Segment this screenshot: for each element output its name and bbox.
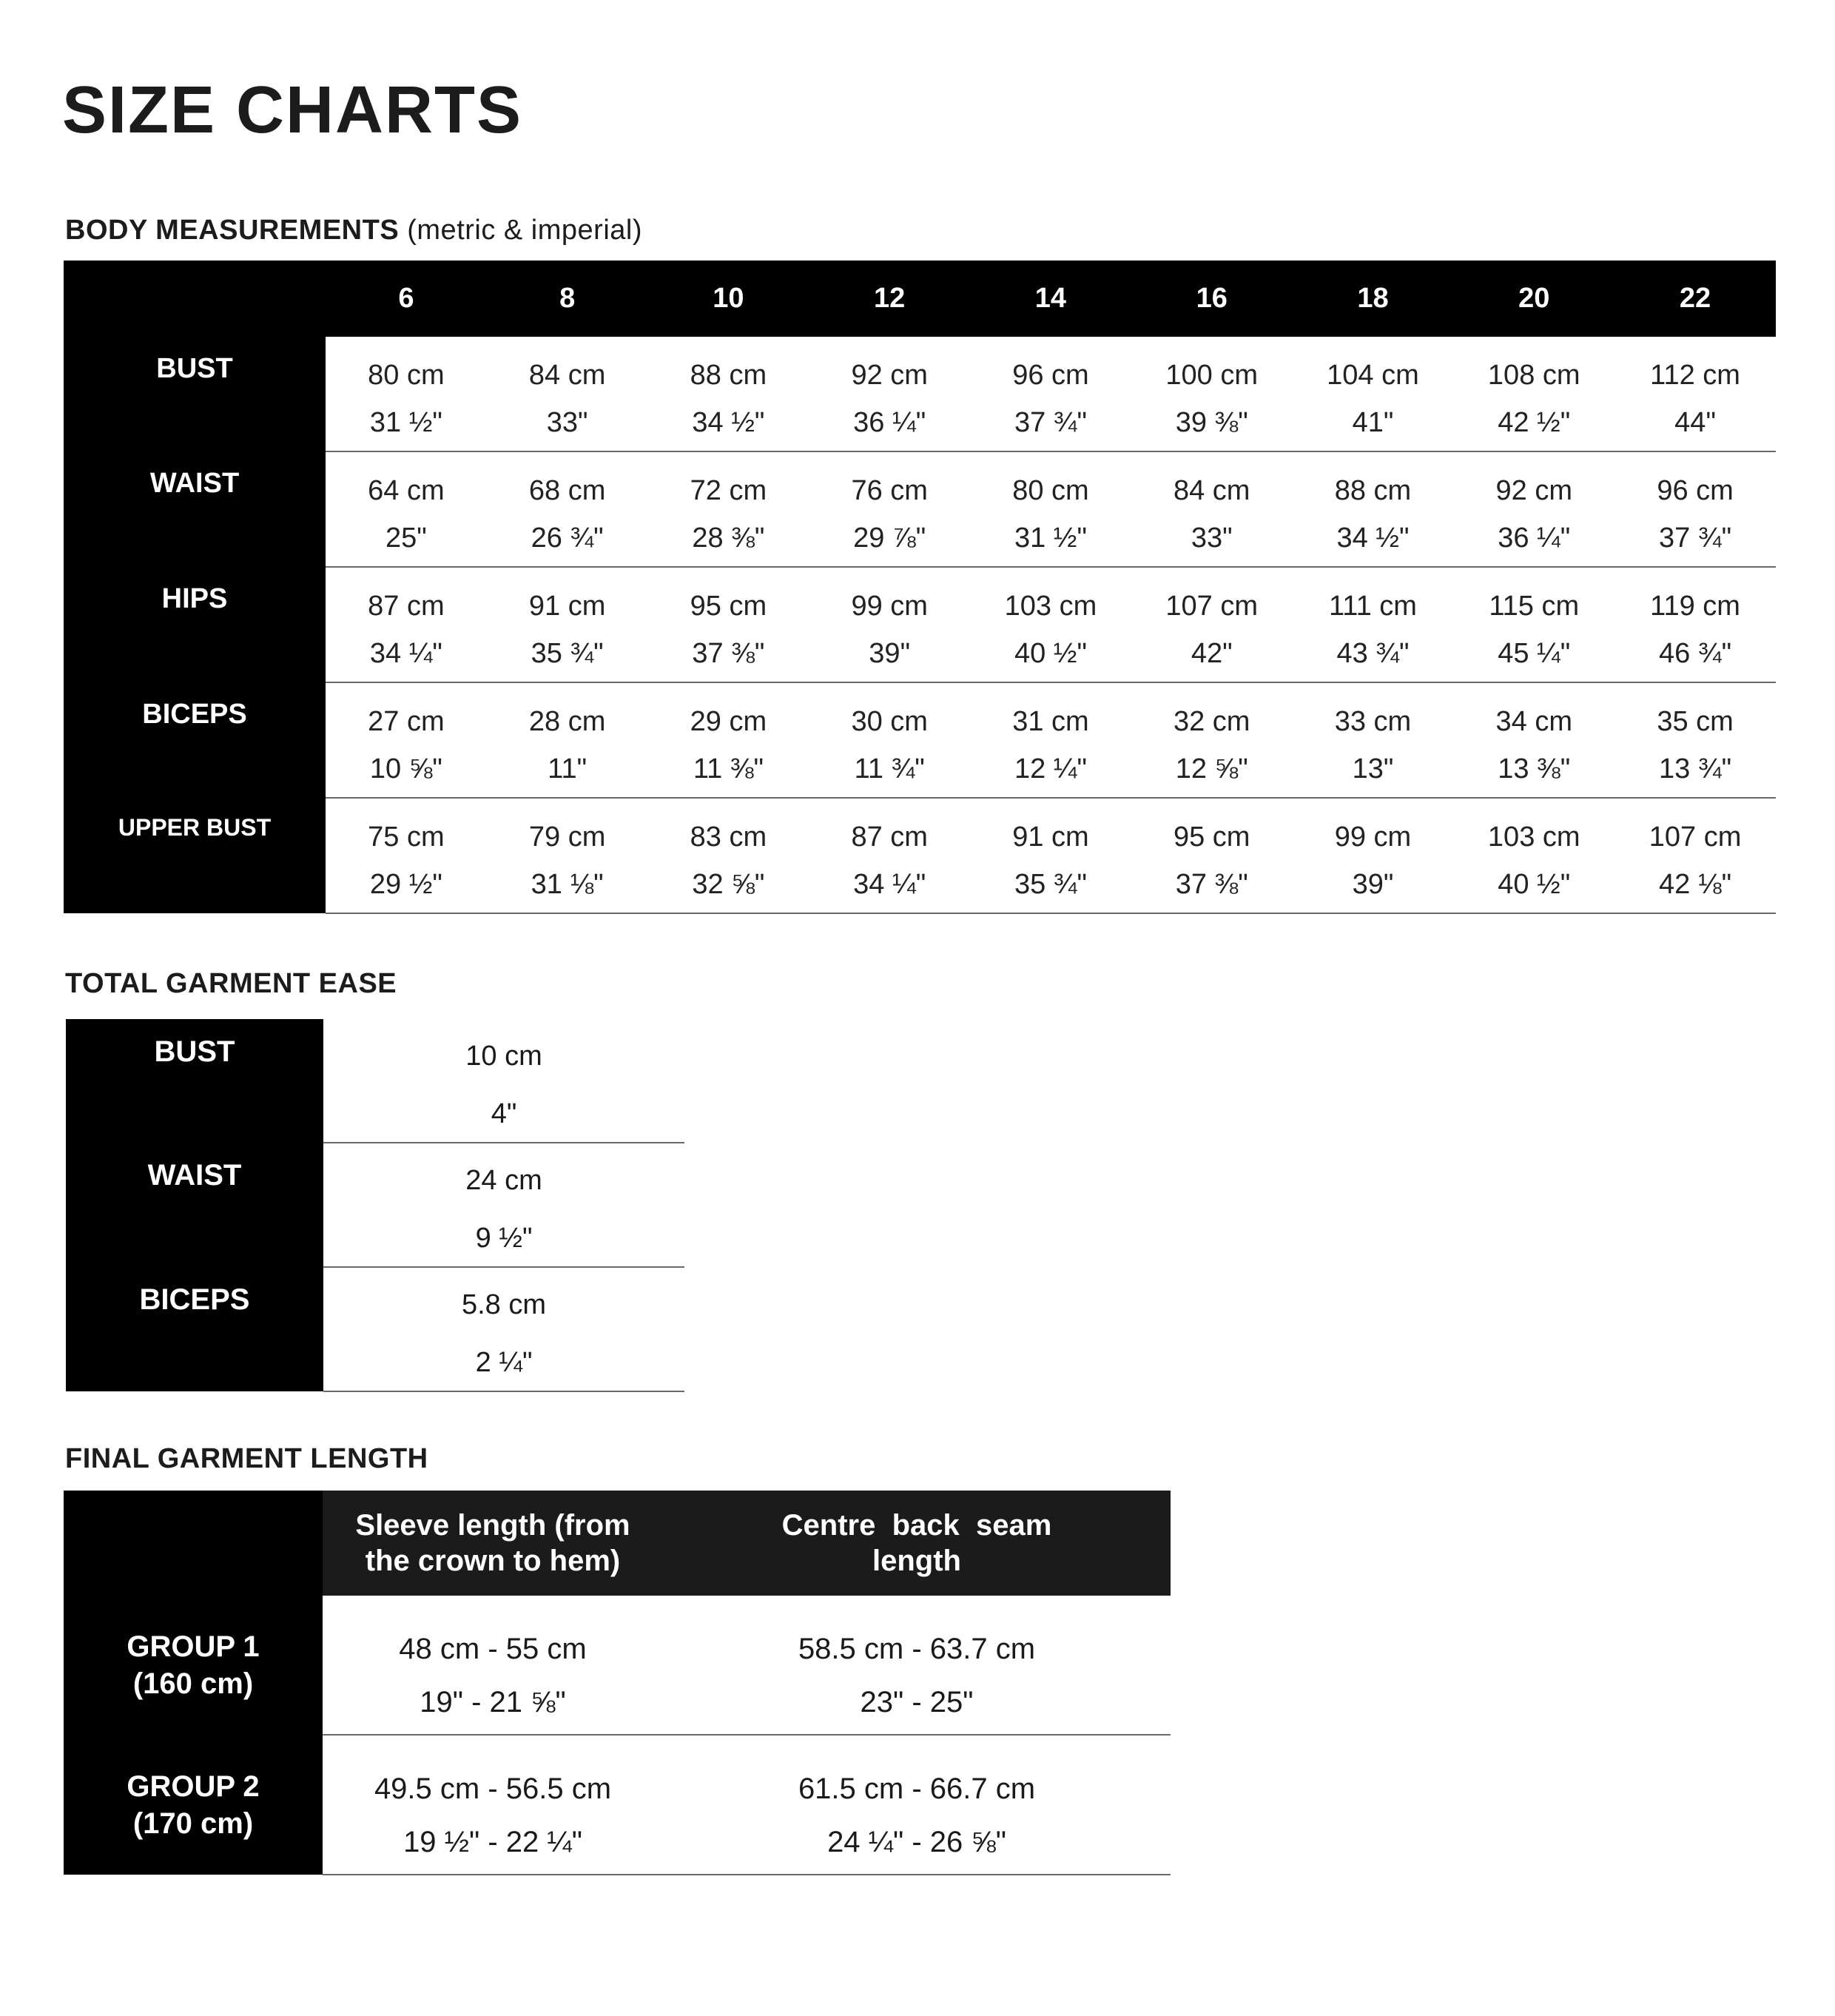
row-label: BUST — [64, 337, 326, 451]
cm-text: 80 cm — [1012, 475, 1089, 506]
inch-value: 37 ⅜" — [1131, 856, 1293, 913]
cm-text: 87 cm — [851, 821, 928, 853]
inch-value: 39" — [1293, 856, 1454, 913]
size-header: 14 — [970, 261, 1131, 337]
size-header-row — [64, 261, 1776, 337]
cm-text: 68 cm — [528, 475, 606, 506]
cm-value — [487, 682, 648, 741]
back-cm-value: 61.5 cm - 66.7 cm — [798, 1773, 1036, 1805]
group-name: GROUP 1 — [127, 1630, 260, 1663]
garment-ease-table — [66, 1019, 684, 1392]
cm-text: 33 cm — [1334, 706, 1412, 737]
inch-value: 2 ¼" — [323, 1334, 684, 1391]
inch-value: 13" — [1293, 741, 1454, 798]
cm-text: 107 cm — [1649, 821, 1742, 853]
inch-value: 37 ⅜" — [648, 625, 809, 682]
body-measurements-heading — [65, 215, 642, 246]
header-line: Centre back seam — [781, 1509, 1052, 1542]
cm-value — [1131, 451, 1293, 510]
cm-value — [970, 798, 1131, 856]
cm-text: 96 cm — [1657, 475, 1734, 506]
inch-value: 35 ¾" — [487, 625, 648, 682]
cm-value — [648, 337, 809, 394]
header-line: the crown to hem) — [365, 1545, 621, 1577]
cm-text: 79 cm — [528, 821, 606, 853]
inch-value: 28 ⅜" — [648, 510, 809, 567]
group-height: (160 cm) — [132, 1667, 254, 1700]
cm-value: 5.8 cm — [461, 1288, 547, 1320]
inch-value: 34 ¼" — [809, 856, 970, 913]
inch-value: 42" — [1131, 625, 1293, 682]
inch-value: 12 ¼" — [970, 741, 1131, 798]
inch-value: 25" — [326, 510, 487, 567]
cm-text: 29 cm — [690, 706, 767, 737]
cm-value — [970, 337, 1131, 394]
ease-row-cm — [66, 1143, 684, 1210]
cm-text: 34 cm — [1495, 706, 1572, 737]
measurement-row-cm — [64, 798, 1776, 856]
cm-text: 80 cm — [368, 360, 445, 391]
inch-value: 29 ½" — [326, 856, 487, 913]
cm-value — [809, 798, 970, 856]
cm-value — [1453, 567, 1615, 625]
cm-value — [1293, 682, 1454, 741]
cm-value — [487, 337, 648, 394]
cm-value — [809, 337, 970, 394]
cm-text: 87 cm — [368, 591, 445, 622]
cm-value — [648, 798, 809, 856]
measurement-row-cm — [64, 451, 1776, 510]
header-line: length — [872, 1545, 961, 1577]
measurement-row-cm — [64, 337, 1776, 394]
inch-value: 36 ¼" — [1453, 510, 1615, 567]
cm-text: 95 cm — [1173, 821, 1250, 853]
cm-value: 24 cm — [465, 1164, 542, 1196]
cm-value — [1293, 567, 1454, 625]
garment-length-body — [64, 1596, 1171, 1875]
inch-value: 11 ¾" — [809, 741, 970, 798]
measurement-row-cm — [64, 567, 1776, 625]
inch-value: 33" — [1131, 510, 1293, 567]
cm-value — [326, 567, 487, 625]
cm-value — [1453, 337, 1615, 394]
cm-value — [1453, 451, 1615, 510]
cm-value — [1615, 451, 1776, 510]
cm-value — [1615, 337, 1776, 394]
row-label: WAIST — [66, 1143, 323, 1267]
centre-back-length-header — [663, 1491, 1171, 1596]
cm-value — [1293, 451, 1454, 510]
inch-value: 45 ¼" — [1453, 625, 1615, 682]
cm-text: 92 cm — [1495, 475, 1572, 506]
row-label: WAIST — [64, 451, 326, 567]
inch-value: 35 ¾" — [970, 856, 1131, 913]
inch-value: 37 ¾" — [1615, 510, 1776, 567]
cm-text: 84 cm — [528, 360, 606, 391]
cm-value — [326, 337, 487, 394]
cm-value — [1293, 337, 1454, 394]
cm-text: 30 cm — [851, 706, 928, 737]
row-label: BICEPS — [66, 1267, 323, 1391]
size-header: 16 — [1131, 261, 1293, 337]
inch-value: 34 ½" — [648, 394, 809, 451]
cm-text: 119 cm — [1650, 591, 1740, 622]
ease-row-cm — [66, 1267, 684, 1334]
cm-value — [1131, 798, 1293, 856]
group-name: GROUP 2 — [127, 1770, 260, 1803]
group-height: (170 cm) — [132, 1807, 254, 1840]
inch-value: 9 ½" — [323, 1210, 684, 1267]
row-label: UPPER BUST — [64, 798, 326, 913]
inch-value: 34 ¼" — [326, 625, 487, 682]
inch-value: 40 ½" — [970, 625, 1131, 682]
cm-value — [1131, 682, 1293, 741]
cm-value — [487, 451, 648, 510]
cm-value — [809, 682, 970, 741]
inch-value: 37 ¾" — [970, 394, 1131, 451]
inch-value: 33" — [487, 394, 648, 451]
cm-text: 111 cm — [1328, 591, 1417, 622]
cm-text: 115 cm — [1489, 591, 1580, 622]
cm-value — [648, 682, 809, 741]
group-label — [64, 1735, 323, 1875]
inch-value: 31 ½" — [970, 510, 1131, 567]
cm-text: 99 cm — [1334, 821, 1412, 853]
sleeve-length-header — [323, 1491, 663, 1596]
size-header: 20 — [1453, 261, 1615, 337]
cm-value — [1615, 567, 1776, 625]
size-header: 22 — [1615, 261, 1776, 337]
cm-value — [326, 798, 487, 856]
body-measurements-body — [64, 337, 1776, 913]
cm-value — [1615, 798, 1776, 856]
cm-text: 103 cm — [1004, 591, 1097, 622]
size-header: 6 — [326, 261, 487, 337]
cm-text: 104 cm — [1327, 360, 1419, 391]
cm-value — [1293, 798, 1454, 856]
inch-value: 42 ⅛" — [1615, 856, 1776, 913]
sleeve-cm-value: 49.5 cm - 56.5 cm — [374, 1773, 612, 1805]
cm-text: 72 cm — [690, 475, 767, 506]
cm-text: 84 cm — [1173, 475, 1250, 506]
page-title: SIZE CHARTS — [62, 73, 523, 147]
row-label: BICEPS — [64, 682, 326, 798]
inch-value: 39" — [809, 625, 970, 682]
cm-text: 91 cm — [528, 591, 606, 622]
cm-value — [1131, 337, 1293, 394]
inch-value: 43 ¾" — [1293, 625, 1454, 682]
measurement-row-cm — [64, 682, 1776, 741]
inch-value: 39 ⅜" — [1131, 394, 1293, 451]
cm-text: 91 cm — [1012, 821, 1089, 853]
body-measurements-table — [64, 261, 1776, 914]
ease-row-cm — [66, 1019, 684, 1086]
cm-text: 100 cm — [1165, 360, 1259, 391]
cm-text: 35 cm — [1657, 706, 1734, 737]
cm-text: 31 cm — [1012, 706, 1089, 737]
inch-value: 13 ¾" — [1615, 741, 1776, 798]
inch-value: 26 ¾" — [487, 510, 648, 567]
cm-text: 32 cm — [1173, 706, 1250, 737]
cm-text: 108 cm — [1487, 360, 1580, 391]
cm-text: 96 cm — [1012, 360, 1089, 391]
length-header-row — [64, 1491, 1171, 1596]
garment-length-heading: FINAL GARMENT LENGTH — [65, 1443, 428, 1474]
cm-value — [487, 567, 648, 625]
sleeve-inch-value: 19 ½" - 22 ¼" — [323, 1810, 663, 1875]
body-measurements-title: BODY MEASUREMENTS — [65, 215, 400, 246]
inch-value: 31 ⅛" — [487, 856, 648, 913]
cm-value — [326, 451, 487, 510]
garment-ease-body — [66, 1019, 684, 1391]
cm-text: 99 cm — [851, 591, 928, 622]
cm-value — [809, 567, 970, 625]
back-inch-value: 23" - 25" — [663, 1670, 1171, 1735]
inch-value: 4" — [323, 1086, 684, 1143]
inch-value: 11 ⅜" — [648, 741, 809, 798]
garment-ease-heading: TOTAL GARMENT EASE — [65, 968, 397, 999]
cm-value — [1131, 567, 1293, 625]
length-row-cm — [64, 1735, 1171, 1810]
size-header: 10 — [648, 261, 809, 337]
inch-value: 10 ⅝" — [326, 741, 487, 798]
cm-text: 107 cm — [1165, 591, 1259, 622]
inch-value: 42 ½" — [1453, 394, 1615, 451]
inch-value: 34 ½" — [1293, 510, 1454, 567]
cm-value — [970, 451, 1131, 510]
length-row-cm — [64, 1596, 1171, 1670]
cm-value — [487, 798, 648, 856]
row-label: BUST — [66, 1019, 323, 1143]
cm-value — [1453, 682, 1615, 741]
inch-value: 41" — [1293, 394, 1454, 451]
cm-value — [648, 451, 809, 510]
inch-value: 32 ⅝" — [648, 856, 809, 913]
inch-value: 40 ½" — [1453, 856, 1615, 913]
back-inch-value: 24 ¼" - 26 ⅝" — [663, 1810, 1171, 1875]
inch-value: 46 ¾" — [1615, 625, 1776, 682]
size-header: 12 — [809, 261, 970, 337]
cm-value — [970, 567, 1131, 625]
cm-text: 103 cm — [1487, 821, 1580, 853]
group-label — [64, 1596, 323, 1735]
size-header: 8 — [487, 261, 648, 337]
inch-value: 31 ½" — [326, 394, 487, 451]
cm-text: 76 cm — [851, 475, 928, 506]
cm-text: 75 cm — [368, 821, 445, 853]
sleeve-inch-value: 19" - 21 ⅝" — [323, 1670, 663, 1735]
cm-text: 83 cm — [690, 821, 767, 853]
cm-text: 27 cm — [368, 706, 445, 737]
header-line: Sleeve length (from — [355, 1509, 630, 1542]
inch-value: 29 ⅞" — [809, 510, 970, 567]
sleeve-cm-value: 48 cm - 55 cm — [399, 1633, 587, 1665]
garment-length-table — [64, 1491, 1171, 1875]
cm-value — [809, 451, 970, 510]
cm-text: 88 cm — [690, 360, 767, 391]
cm-value — [1615, 682, 1776, 741]
cm-text: 64 cm — [368, 475, 445, 506]
cm-value: 10 cm — [465, 1040, 542, 1072]
inch-value: 11" — [487, 741, 648, 798]
cm-text: 95 cm — [690, 591, 767, 622]
cm-value — [1453, 798, 1615, 856]
cm-text: 88 cm — [1334, 475, 1412, 506]
inch-value: 44" — [1615, 394, 1776, 451]
cm-value — [648, 567, 809, 625]
header-corner — [64, 1491, 323, 1596]
body-measurements-subtitle: (metric & imperial) — [407, 215, 642, 246]
inch-value: 13 ⅜" — [1453, 741, 1615, 798]
cm-value — [970, 682, 1131, 741]
back-cm-value: 58.5 cm - 63.7 cm — [798, 1633, 1036, 1665]
cm-text: 28 cm — [528, 706, 606, 737]
size-header: 18 — [1293, 261, 1454, 337]
inch-value: 12 ⅝" — [1131, 741, 1293, 798]
row-label: HIPS — [64, 567, 326, 682]
cm-value — [326, 682, 487, 741]
inch-value: 36 ¼" — [809, 394, 970, 451]
header-corner — [64, 261, 326, 337]
cm-text: 112 cm — [1650, 360, 1740, 391]
cm-text: 92 cm — [851, 360, 928, 391]
